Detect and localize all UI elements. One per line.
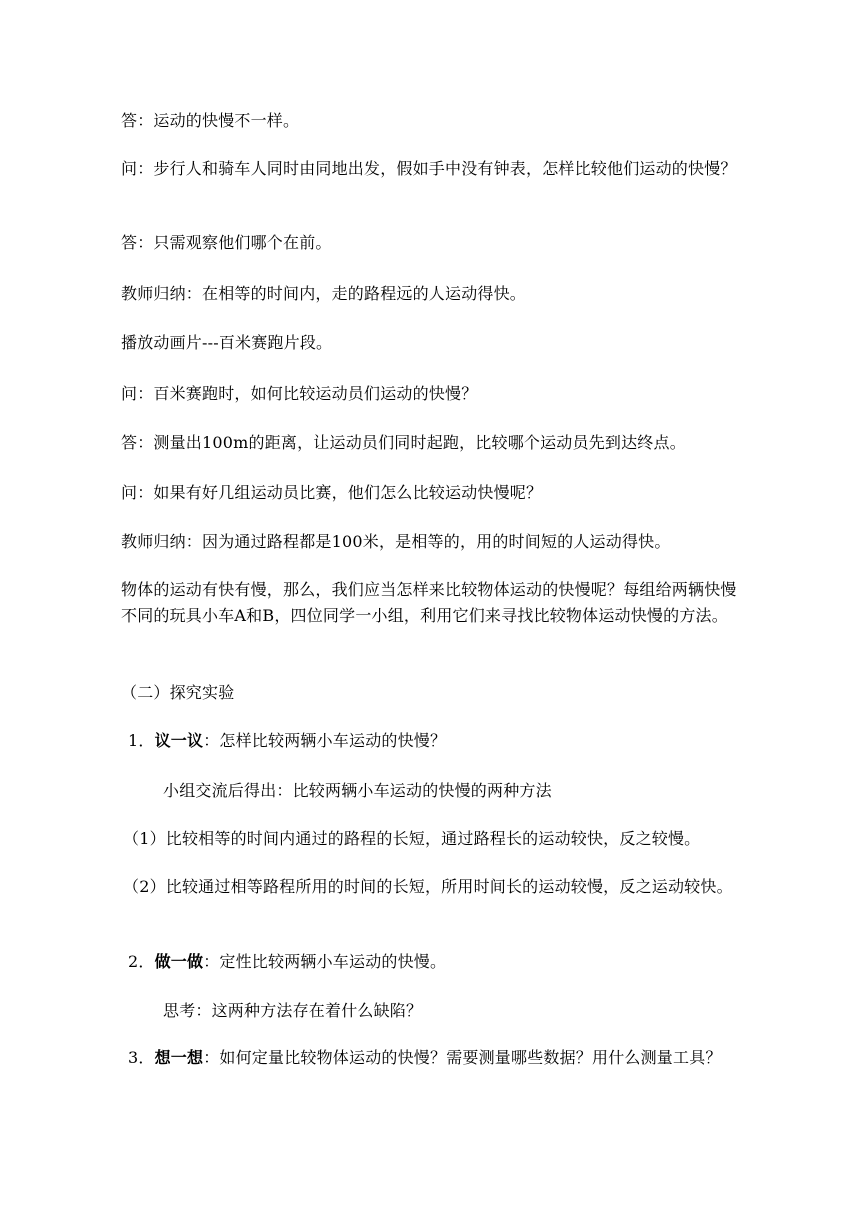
step-2-bold-label: 做一做 (154, 952, 204, 971)
paragraph-step-2 (128, 949, 753, 975)
section-heading-experiment: （二）探究实验 (121, 683, 235, 702)
paragraph-answer-2: 答：只需观察他们哪个在前。 (121, 233, 332, 252)
paragraph-step-3 (128, 1045, 738, 1071)
step-3-text: ：如何定量比较物体运动的快慢？需要测量哪些数据？用什么测量工具？ (203, 1048, 722, 1067)
paragraph-play-animation: 播放动画片---百米赛跑片段。 (121, 333, 333, 352)
step-1-text: ：怎样比较两辆小车运动的快慢？ (203, 731, 447, 750)
paragraph-answer-1: 答：运动的快慢不一样。 (121, 111, 300, 130)
paragraph-teacher-summary-1: 教师归纳：在相等的时间内，走的路程远的人运动得快。 (121, 284, 527, 303)
paragraph-method-2: （2）比较通过相等路程所用的时间的长短，所用时间长的运动较慢，反之运动较快。 (123, 877, 733, 896)
paragraph-answer-3: 答：测量出100m的距离，让运动员们同时起跑，比较哪个运动员先到达终点。 (121, 433, 686, 452)
step-1-bold-label: 议一议 (154, 731, 204, 750)
paragraph-intro-experiment: 物体的运动有快有慢，那么，我们应当怎样来比较物体运动的快慢呢？每组给两辆快慢不同的玩具小车A和B，四位同学一小组，利用它们来寻找比较物体运动快慢的方法。 (121, 580, 737, 625)
step-2-text: ：定性比较两辆小车运动的快慢。 (203, 952, 447, 971)
step-3-bold-label: 想一想 (154, 1048, 204, 1067)
paragraph-step-1 (128, 728, 753, 754)
paragraph-question-3: 问：如果有好几组运动员比赛，他们怎么比较运动快慢呢？ (121, 483, 543, 502)
step-3-number: 3． (128, 1048, 155, 1067)
step-2-number: 2． (128, 952, 155, 971)
step-1-number: 1． (128, 731, 155, 750)
paragraph-method-1: （1）比较相等的时间内通过的路程的长短，通过路程长的运动较快，反之较慢。 (123, 829, 701, 848)
paragraph-think: 思考：这两种方法存在着什么缺陷？ (163, 1001, 423, 1020)
paragraph-question-2: 问：百米赛跑时，如何比较运动员们运动的快慢？ (121, 384, 478, 403)
paragraph-group-discussion: 小组交流后得出：比较两辆小车运动的快慢的两种方法 (163, 781, 552, 800)
paragraph-question-1: 问：步行人和骑车人同时由同地出发，假如手中没有钟表，怎样比较他们运动的快慢？ (121, 159, 737, 178)
paragraph-teacher-summary-2: 教师归纳：因为通过路程都是100米，是相等的，用的时间短的人运动得快。 (121, 532, 671, 551)
